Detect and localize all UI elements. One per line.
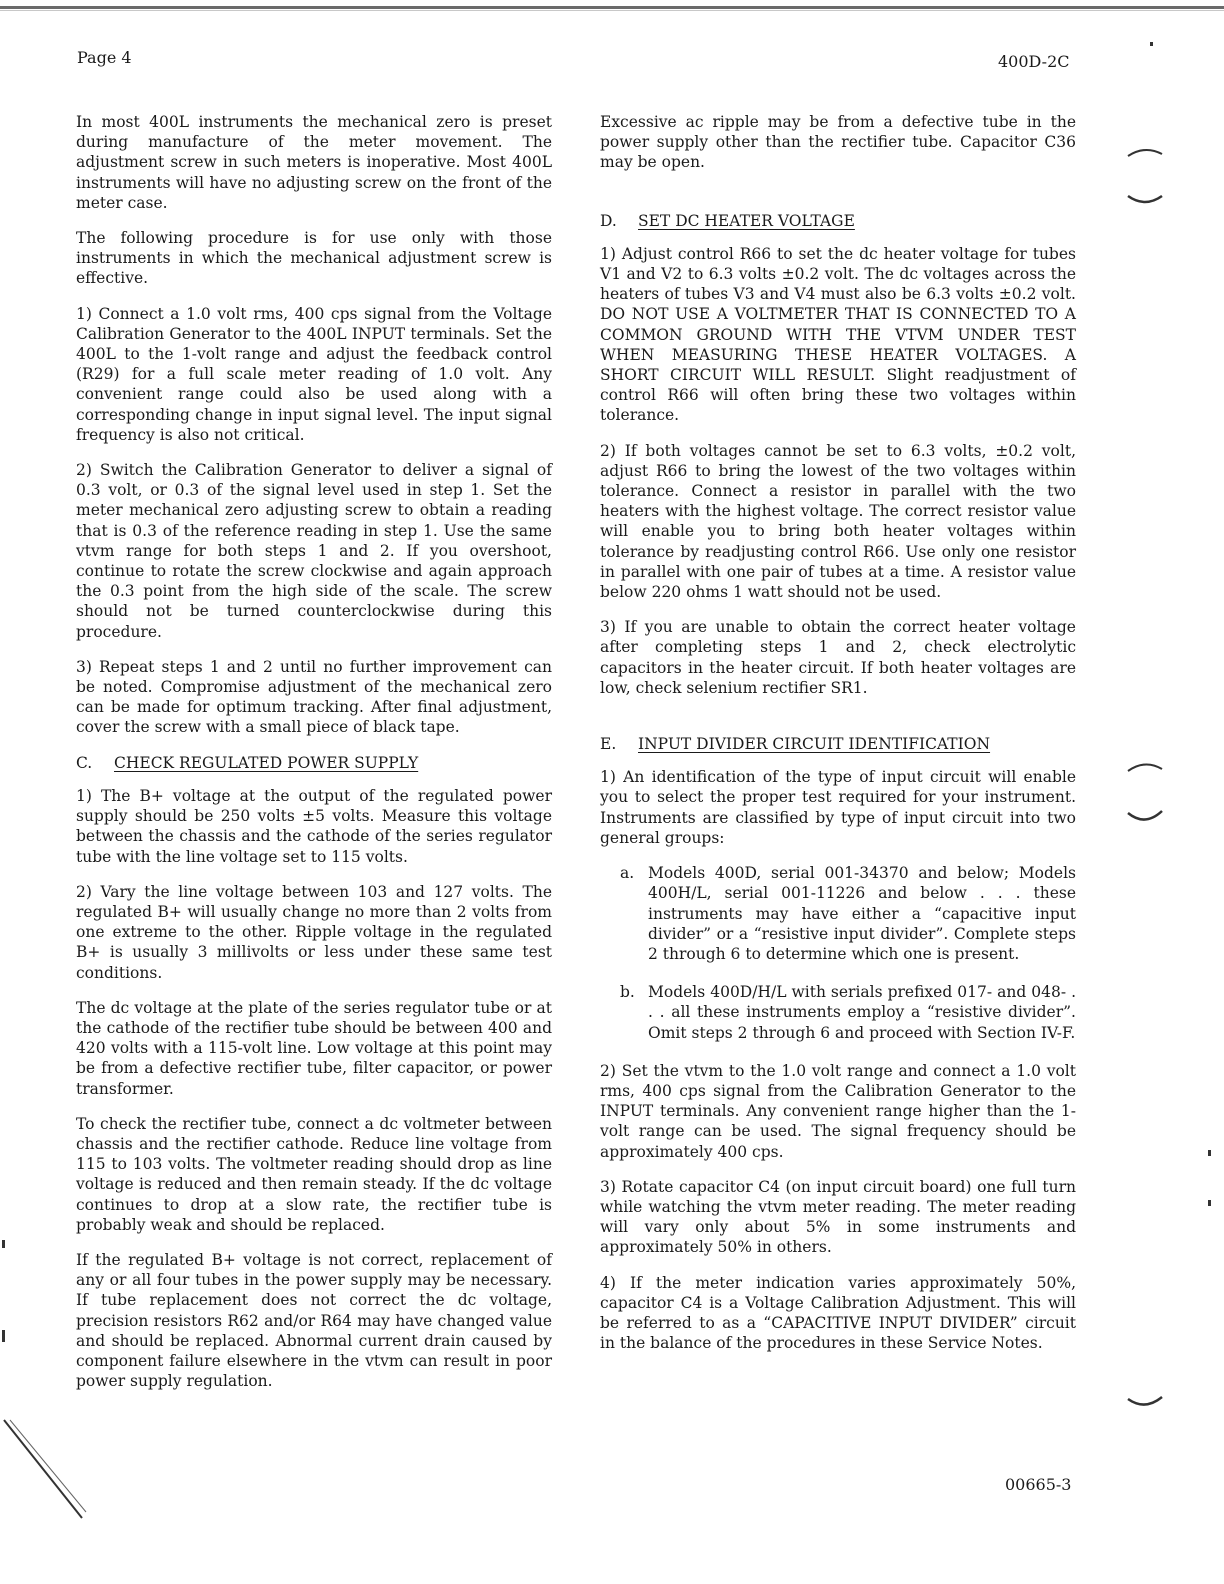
binder-hole-mark-1 — [1120, 140, 1170, 210]
paragraph: The dc voltage at the plate of the series regulator tube or at the cathode of the rectifier tube should be between 400 and 420 volts with a 115-volt line. Low voltage at this point may be from a defective rectifier tube, filter capacitor, or power transformer. — [76, 998, 552, 1098]
document-number: 400D-2C — [998, 52, 1070, 71]
scan-dot — [1150, 42, 1153, 46]
scan-tick-mark — [1208, 1150, 1211, 1156]
scan-corner-stroke — [0, 1400, 100, 1530]
section-title: CHECK REGULATED POWER SUPPLY — [114, 753, 419, 772]
section-title: SET DC HEATER VOLTAGE — [638, 211, 855, 230]
paragraph: The following procedure is for use only with those instruments in which the mechanical adjustment screw is effective. — [76, 229, 552, 288]
paragraph: 3) Rotate capacitor C4 (on input circuit board) one full turn while watching the vtvm meter reading. The meter reading will vary only about 5% in some instruments and approximately 50% in others. — [600, 1177, 1076, 1257]
section-title: INPUT DIVIDER CIRCUIT IDENTIFICATION — [638, 735, 991, 754]
paragraph: 1) Connect a 1.0 volt rms, 400 cps signal from the Voltage Calibration Generator to the 400L INPUT terminals. Set the 400L to the 1-volt range and adjust the feedback control (R29) for a full scale meter reading of 1.0 volt. Any convenient range could also be used along with a corresponding change in input signal level. The input signal frequency is also not critical. — [76, 304, 552, 444]
right-column — [600, 112, 1076, 1368]
paragraph: 1) Adjust control R66 to set the dc heater voltage for tubes V1 and V2 to 6.3 volts ±0.2 volt. The dc voltages across the heaters of tubes V3 and V4 must also be 6.3 volts ±0.2 volt. DO NOT USE A VOLTMETER THAT IS CONNECTED TO A COMMON GROUND WITH THE VTVM UNDER TEST WHEN MEASURING THESE HEATER VOLTAGES. A SHORT CIRCUIT WILL RESULT. Slight readjustment of control R66 will often bring these two voltages within tolerance. — [600, 244, 1076, 425]
paragraph: To check the rectifier tube, connect a dc voltmeter between chassis and the rectifier cathode. Reduce line voltage from 115 to 103 volts. The voltmeter reading should drop as line voltage is reduced and then remain steady. If the dc voltage continues to drop at a slow rate, the rectifier tube is probably weak and should be replaced. — [76, 1114, 552, 1234]
section-letter: E. — [600, 735, 617, 754]
list-item — [620, 982, 1076, 1043]
binder-hole-mark-2 — [1120, 755, 1170, 830]
section-d-heading — [600, 211, 1076, 231]
paragraph: In most 400L instruments the mechanical zero is preset during manufacture of the meter movement. The adjustment screw in such meters is inoperative. Most 400L instruments will have no adjusting screw on the front of the meter case. — [76, 113, 552, 212]
list-item-text: Models 400D, serial 001-34370 and below; Models 400H/L, serial 001-11226 and below . . . these instruments may have either a “capacitive input divider” or a “resistive input divider”. Complete steps 2 through 6 to determine which one is present. — [648, 864, 1076, 963]
scan-top-edge-shadow — [0, 10, 1224, 11]
section-e-heading — [600, 734, 1076, 754]
section-c-heading — [76, 753, 552, 773]
list-marker: a. — [620, 864, 635, 883]
left-column — [76, 112, 552, 1406]
list-item — [620, 863, 1076, 964]
section-letter: C. — [76, 753, 93, 772]
paragraph: 3) If you are unable to obtain the correct heater voltage after completing steps 1 and 2, check electrolytic capacitors in the heater circuit. If both heater voltages are low, check selenium rectifier SR1. — [600, 618, 1076, 697]
list-item-text: Models 400D/H/L with serials prefixed 017- and 048- . . . all these instruments employ a “resistive divider”. Omit steps 2 through 6 and proceed with Section IV-F. — [648, 983, 1076, 1042]
paragraph: 2) Vary the line voltage between 103 and 127 volts. The regulated B+ will usually change no more than 2 volts from one extreme to the other. Ripple voltage in the regulated B+ is usually 3 millivolts or less under these same test conditions. — [76, 882, 552, 982]
paragraph: Excessive ac ripple may be from a defective tube in the power supply other than the rectifier tube. Capacitor C36 may be open. — [600, 113, 1076, 172]
scan-tick-mark — [1208, 1200, 1211, 1206]
paragraph: 2) If both voltages cannot be set to 6.3 volts, ±0.2 volt, adjust R66 to bring the lowest of the two voltages within tolerance. Connect a resistor in parallel with the two heaters with the highest voltage. The correct resistor value will enable you to bring both heater voltages within tolerance by readjusting control R66. Use only one resistor in parallel with one pair of tubes at a time. A resistor value below 220 ohms 1 watt should not be used. — [600, 441, 1076, 602]
section-letter: D. — [600, 211, 617, 230]
page-label: Page 4 — [77, 48, 132, 67]
list-marker: b. — [620, 983, 635, 1002]
scan-tick-mark — [2, 1240, 5, 1248]
paragraph: If the regulated B+ voltage is not correct, replacement of any or all four tubes in the power supply may be necessary. If tube replacement does not correct the dc voltage, precision resistors R62 and/or R64 may have changed value and should be replaced. Abnormal current drain caused by component failure elsewhere in the vtvm can result in poor power supply regulation. — [76, 1250, 552, 1391]
scan-tick-mark — [2, 1330, 5, 1342]
paragraph: 1) An identification of the type of input circuit will enable you to select the proper test required for your instrument. Instruments are classified by type of input circuit into two general groups: — [600, 768, 1076, 847]
binder-hole-mark-3 — [1120, 1385, 1170, 1425]
paragraph: 2) Set the vtvm to the 1.0 volt range and connect a 1.0 volt rms, 400 cps signal from the Calibration Generator to the INPUT terminals. Any convenient range higher than the 1-volt range can be used. The signal frequency should be approximately 400 cps. — [600, 1061, 1076, 1161]
paragraph: 2) Switch the Calibration Generator to deliver a signal of 0.3 volt, or 0.3 of the signal level used in step 1. Set the meter mechanical zero adjusting screw to obtain a reading that is 0.3 of the reference reading in step 1. Use the same vtvm range for both steps 1 and 2. If you overshoot, continue to rotate the screw clockwise and again approach the 0.3 point from the high side of the scale. The screw should not be turned counterclockwise during this procedure. — [76, 461, 552, 641]
footer-code: 00665-3 — [1005, 1475, 1072, 1494]
paragraph: 1) The B+ voltage at the output of the regulated power supply should be 250 volts ±5 volts. Measure this voltage between the chassis and the cathode of the series regulator tube with the line voltage set to 115 volts. — [76, 786, 552, 866]
paragraph: 3) Repeat steps 1 and 2 until no further improvement can be noted. Compromise adjustment of the mechanical zero can be made for optimum tracking. After final adjustment, cover the screw with a small piece of black tape. — [76, 657, 552, 737]
paragraph: 4) If the meter indication varies approximately 50%, capacitor C4 is a Voltage Calibration Adjustment. This will be referred to as a “CAPACITIVE INPUT DIVIDER” circuit in the balance of the procedures in these Service Notes. — [600, 1273, 1076, 1353]
scan-top-edge — [0, 6, 1224, 9]
